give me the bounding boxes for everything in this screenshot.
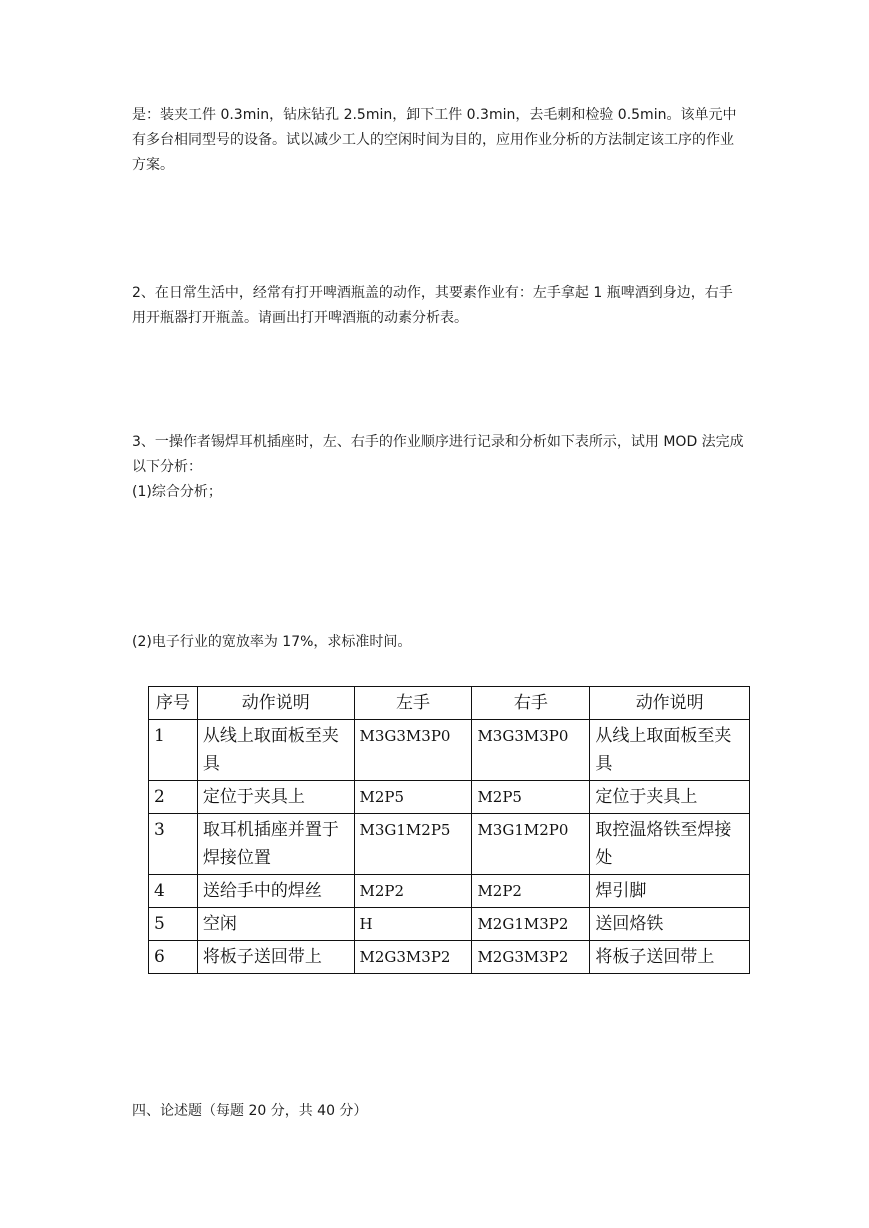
- header-right-action: 动作说明: [590, 687, 750, 720]
- table-row: [149, 814, 750, 875]
- cell-right-action: 取控温烙铁至焊接处: [590, 814, 750, 875]
- cell-left-hand-code: H: [354, 908, 472, 941]
- cell-right-hand-code: M3G3M3P0: [472, 720, 590, 781]
- paragraph-problem-3-part-1: (1)综合分析；: [132, 484, 222, 500]
- cell-left-action: 送给手中的焊丝: [197, 875, 354, 908]
- cell-right-hand-code: M2P5: [472, 781, 590, 814]
- cell-left-hand-code: M2P5: [354, 781, 472, 814]
- paragraph-problem-2: 2、在日常生活中，经常有打开啤酒瓶盖的动作，其要素作业有：左手拿起 1 瓶啤酒到身边，右手用开瓶器打开瓶盖。请画出打开啤酒瓶的动素分析表。: [132, 285, 733, 326]
- header-left-action: 动作说明: [197, 687, 354, 720]
- paragraph-problem-1-continued: 是：装夹工件 0.3min，钻床钻孔 2.5min，卸下工件 0.3min，去毛刺和检验 0.5min。该单元中有多台相同型号的设备。试以减少工人的空闲时间为目的，应用作业分析的方法制定该工序的作业方案。: [132, 107, 737, 173]
- cell-right-action: 焊引脚: [590, 875, 750, 908]
- header-left-hand: 左手: [354, 687, 472, 720]
- cell-left-action: 将板子送回带上: [197, 941, 354, 974]
- paragraph-problem-3-part-2: (2)电子行业的宽放率为 17%，求标准时间。: [132, 634, 412, 650]
- table-row: [149, 875, 750, 908]
- cell-seq: 5: [149, 908, 198, 941]
- mod-analysis-table: [148, 686, 750, 974]
- cell-left-action: 定位于夹具上: [197, 781, 354, 814]
- cell-left-hand-code: M3G3M3P0: [354, 720, 472, 781]
- cell-left-action: 从线上取面板至夹具: [197, 720, 354, 781]
- cell-seq: 4: [149, 875, 198, 908]
- table-row: [149, 781, 750, 814]
- table-header-row: [149, 687, 750, 720]
- header-right-hand: 右手: [472, 687, 590, 720]
- cell-left-hand-code: M2G3M3P2: [354, 941, 472, 974]
- cell-right-action: 从线上取面板至夹具: [590, 720, 750, 781]
- table-row: [149, 720, 750, 781]
- table-row: [149, 941, 750, 974]
- cell-right-action: 送回烙铁: [590, 908, 750, 941]
- cell-left-action: 取耳机插座并置于焊接位置: [197, 814, 354, 875]
- cell-seq: 2: [149, 781, 198, 814]
- cell-right-hand-code: M3G1M2P0: [472, 814, 590, 875]
- cell-seq: 3: [149, 814, 198, 875]
- cell-left-action: 空闲: [197, 908, 354, 941]
- cell-right-hand-code: M2P2: [472, 875, 590, 908]
- table-row: [149, 908, 750, 941]
- cell-right-hand-code: M2G3M3P2: [472, 941, 590, 974]
- paragraph-problem-3: 3、一操作者锡焊耳机插座时，左、右手的作业顺序进行记录和分析如下表所示，试用 MOD 法完成以下分析：: [132, 434, 744, 475]
- cell-seq: 6: [149, 941, 198, 974]
- header-seq: 序号: [149, 687, 198, 720]
- cell-left-hand-code: M3G1M2P5: [354, 814, 472, 875]
- cell-right-hand-code: M2G1M3P2: [472, 908, 590, 941]
- cell-right-action: 将板子送回带上: [590, 941, 750, 974]
- section-heading-essay: 四、论述题（每题 20 分，共 40 分）: [132, 1103, 368, 1119]
- cell-right-action: 定位于夹具上: [590, 781, 750, 814]
- cell-seq: 1: [149, 720, 198, 781]
- cell-left-hand-code: M2P2: [354, 875, 472, 908]
